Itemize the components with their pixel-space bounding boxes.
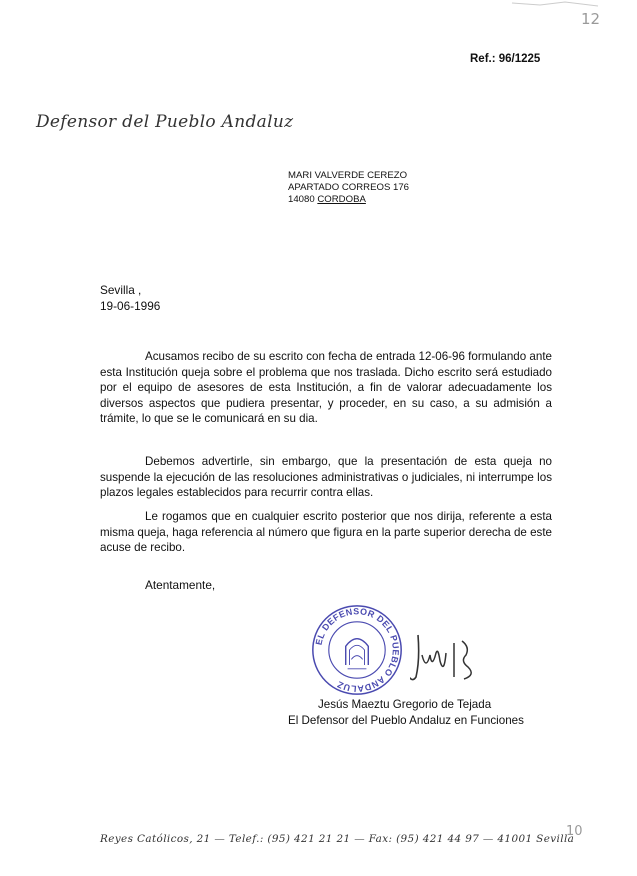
recipient-city: CORDOBA	[317, 194, 366, 205]
place: Sevilla ,	[100, 283, 142, 297]
recipient-po-box: APARTADO CORREOS 176	[288, 182, 410, 193]
signer-title: El Defensor del Pueblo Andaluz en Funciones	[288, 713, 524, 727]
footer-phone: Telef.: (95) 421 21 21	[228, 833, 351, 845]
body-paragraph: Debemos advertirle, sin embargo, que la presentación de esta queja no suspende la ejecución de las resoluciones administrativas o judiciales, ni interrumpe los plazos legales establecidos para recurrir contra ellas.	[100, 455, 552, 500]
closing: Atentamente,	[145, 578, 216, 592]
scan-artifact	[510, 0, 600, 8]
official-stamp	[310, 603, 404, 697]
footer-fax: Fax: (95) 421 44 97	[368, 833, 480, 845]
body-paragraph: Acusamos recibo de su escrito con fecha de entrada 12-06-96 formulando ante esta Institución queja sobre el problema que nos traslada. Dicho escrito será estudiado por el equipo de asesores de esta Institución, a fin de valorar adecuadamente los diversos aspectos que pudiera presentar, y proceder, en su caso, a su admisión a trámite, lo que se le comunicará en su dia.	[100, 350, 552, 426]
recipient-postal-code: 14080	[288, 194, 315, 205]
recipient-address	[288, 170, 409, 206]
recipient-city-line	[288, 194, 409, 206]
date: 19-06-1996	[100, 299, 161, 313]
handwritten-page-number: 12	[581, 10, 601, 28]
place-and-date	[100, 282, 160, 314]
recipient-name: MARI VALVERDE CEREZO	[288, 170, 408, 181]
signer-block	[288, 697, 524, 729]
footer-contact: Reyes Católicos, 21 — Telef.: (95) 421 21 21 — Fax: (95) 421 44 97 — 41001 Sevilla	[100, 833, 575, 845]
footer-street: Reyes Católicos, 21	[100, 833, 211, 845]
stamp-lettering: EL DEFENSOR DEL PUEBLO ANDALUZ	[313, 606, 401, 694]
letterhead: Defensor del Pueblo Andaluz	[36, 112, 294, 132]
footer-city: 41001 Sevilla	[497, 833, 575, 845]
svg-text:EL DEFENSOR DEL PUEBLO ANDALUZ	[314, 606, 401, 694]
handwritten-page-number: 10	[566, 824, 583, 839]
body-paragraph: Le rogamos que en cualquier escrito posterior que nos dirija, referente a esta misma queja, haga referencia al número que figura en la parte superior derecha de este acuse de recibo.	[100, 510, 552, 555]
handwritten-signature	[410, 625, 490, 685]
signer-name: Jesús Maeztu Gregorio de Tejada	[318, 698, 492, 711]
reference-number: Ref.: 96/1225	[470, 53, 541, 65]
